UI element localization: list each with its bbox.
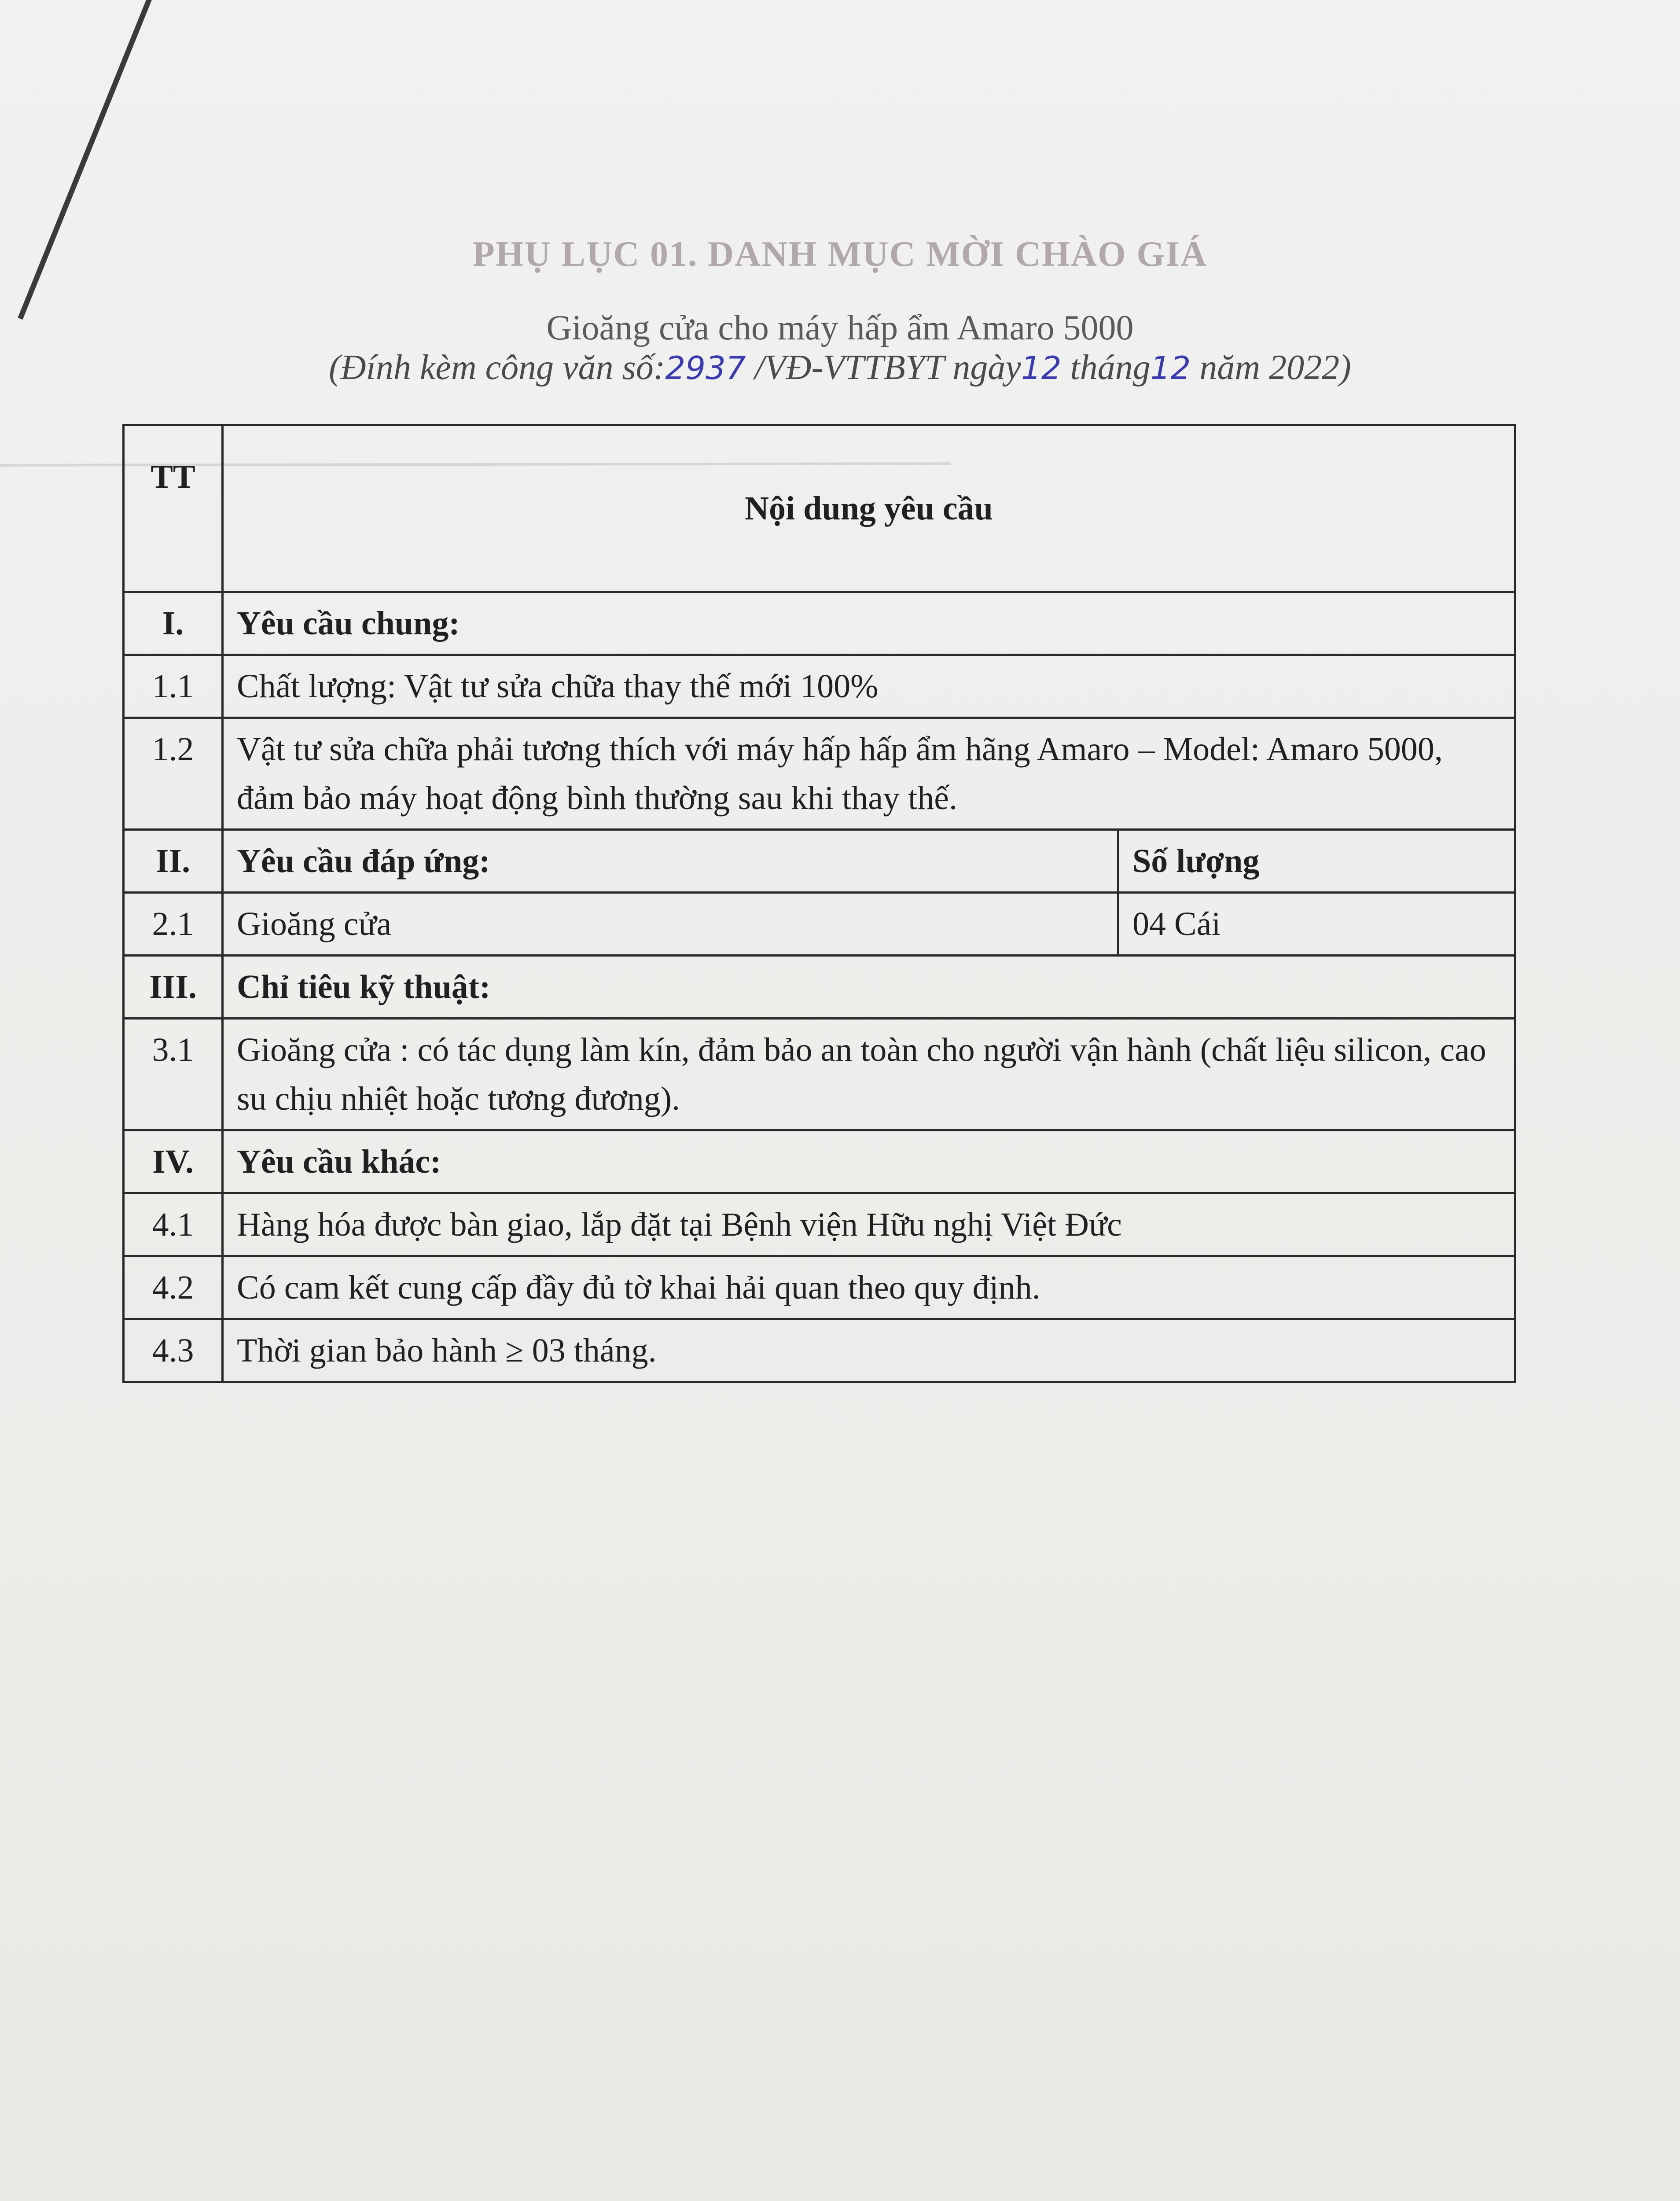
- row-text: Gioăng cửa : có tác dụng làm kín, đảm bảo an toàn cho người vận hành (chất liệu silicon, cao su chịu nhiệt hoặc tương đương).: [223, 1019, 1515, 1130]
- row-number: 1.2: [124, 718, 223, 829]
- row-text: Chất lượng: Vật tư sửa chữa thay thế mới 100%: [223, 655, 1515, 718]
- section-label: Chỉ tiêu kỹ thuật:: [223, 956, 1515, 1019]
- handwritten-month: 12: [1150, 350, 1191, 386]
- row-text: Thời gian bảo hành ≥ 03 tháng.: [223, 1319, 1515, 1382]
- section-row-4: [124, 1130, 1515, 1193]
- handwritten-doc-number: 2937: [665, 350, 746, 386]
- table-row: [124, 1256, 1515, 1319]
- attachment-prefix: (Đính kèm công văn số:: [329, 348, 665, 387]
- row-text: Gioăng cửa: [223, 892, 1118, 955]
- section-label: Yêu cầu chung:: [223, 592, 1515, 655]
- section-label: Yêu cầu đáp ứng:: [223, 829, 1118, 892]
- attachment-middle: /VĐ-VTTBYT ngày: [746, 348, 1021, 387]
- section-number: IV.: [124, 1130, 223, 1193]
- section-number: III.: [124, 956, 223, 1019]
- quantity-header: Số lượng: [1118, 829, 1515, 892]
- quantity-value: 04 Cái: [1118, 892, 1515, 955]
- row-number: 3.1: [124, 1019, 223, 1130]
- table-row: [124, 892, 1515, 955]
- row-text: Hàng hóa được bàn giao, lắp đặt tại Bệnh viện Hữu nghị Việt Đức: [223, 1193, 1515, 1256]
- table-row: [124, 1193, 1515, 1256]
- section-number: II.: [124, 829, 223, 892]
- header-tt: TT: [124, 425, 223, 592]
- table-row: [124, 655, 1515, 718]
- table-row: [124, 1019, 1515, 1130]
- section-row-2: [124, 829, 1515, 892]
- section-number: I.: [124, 592, 223, 655]
- attachment-suffix: năm 2022): [1191, 348, 1351, 387]
- row-number: 1.1: [124, 655, 223, 718]
- row-number: 4.3: [124, 1319, 223, 1382]
- requirements-table: [122, 424, 1516, 1383]
- table-row: [124, 718, 1515, 829]
- row-text: Vật tư sửa chữa phải tương thích với máy hấp hấp ẩm hãng Amaro – Model: Amaro 5000, đảm bảo máy hoạt động bình thường sau khi thay thế.: [223, 718, 1515, 829]
- section-row-1: [124, 592, 1515, 655]
- document-subtitle: Gioăng cửa cho máy hấp ẩm Amaro 5000: [546, 309, 1134, 347]
- row-number: 4.2: [124, 1256, 223, 1319]
- section-row-3: [124, 956, 1515, 1019]
- row-number: 2.1: [124, 892, 223, 955]
- row-number: 4.1: [124, 1193, 223, 1256]
- attachment-note: [0, 348, 1680, 388]
- section-label: Yêu cầu khác:: [223, 1130, 1515, 1193]
- attachment-month-word: tháng: [1061, 348, 1151, 387]
- table-header-row: [124, 425, 1515, 592]
- row-text: Có cam kết cung cấp đầy đủ tờ khai hải quan theo quy định.: [223, 1256, 1515, 1319]
- document-title: PHỤ LỤC 01. DANH MỤC MỜI CHÀO GIÁ: [472, 234, 1208, 274]
- table-row: [124, 1319, 1515, 1382]
- handwritten-day: 12: [1021, 350, 1062, 386]
- header-content: Nội dung yêu cầu: [223, 425, 1515, 592]
